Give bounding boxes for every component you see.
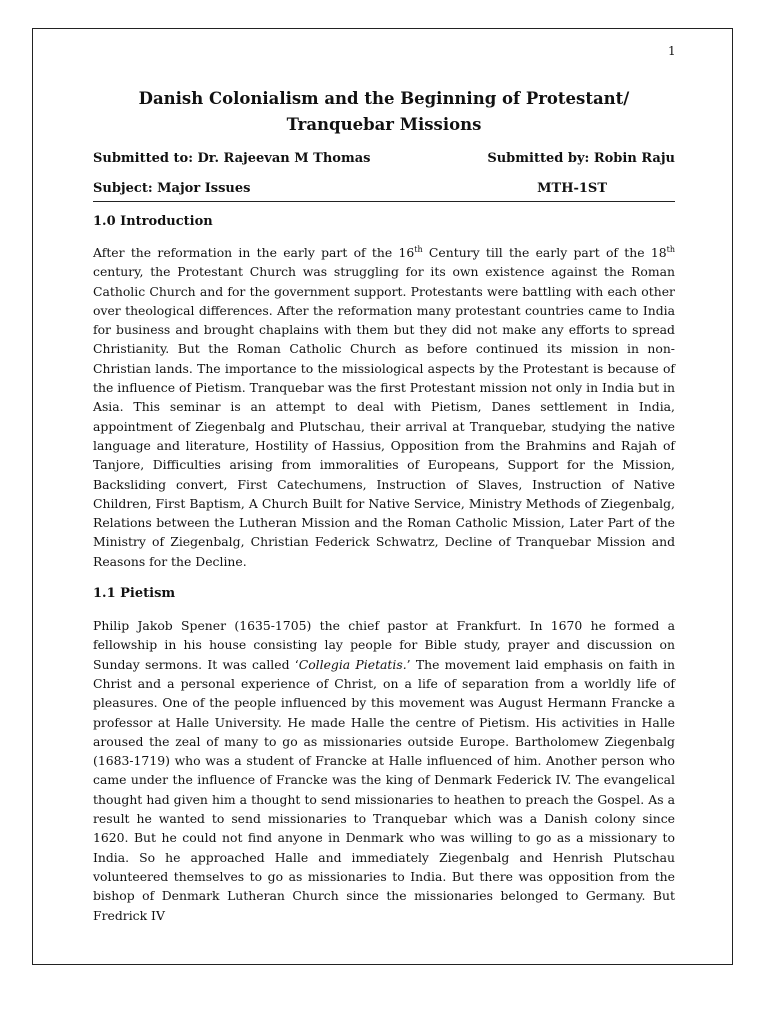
document-title: Danish Colonialism and the Beginning of Protestant/ Tranquebar Missions (138, 89, 630, 134)
intro-superscript-2: th (666, 244, 676, 254)
page-number: 1 (668, 44, 676, 58)
pietism-italic-term: Collegia Pietatis. (298, 656, 407, 672)
pietism-paragraph (93, 616, 675, 925)
intro-text-2: Century till the early part of the 18 (422, 245, 667, 260)
document-body (93, 86, 675, 925)
intro-text-3: century, the Protestant Church was struggling for its own existence against the Roman Catholic Church and for the government support. Protestants were battling with each other over theological differences. After the reformation many protestant countries came to India for business and brought chaplains with them but they did not make any efforts to spread Christianity. But the Roman Catholic Church as before continued its mission in non-Christian lands. The importance to the missiological aspects by the Protestant is because of the influence of Pietism. Tranquebar was the first Protestant mission not only in India but in Asia. This seminar is an attempt to deal with Pietism, Danes settlement in India, appointment of Ziegenbalg and Plutschau, their arrival at Tranquebar, studying the native language and literature, Hostility of Hassius, Opposition from the Brahmins and Rajah of Tanjore, Difficulties arising from immoralities of Europeans, Support for the Mission, Backsliding convert, First Catechumens, Instruction of Slaves, Instruction of Native Children, First Baptism, A Church Built for Native Service, Ministry Methods of Ziegenbalg, Relations between the Lutheran Mission and the Roman Catholic Mission, Later Part of the Ministry of Ziegenbalg, Christian Federick Schwatrz, Decline of Tranquebar Mission and Reasons for the Decline. (93, 264, 675, 569)
subject: Subject: Major Issues (93, 181, 251, 196)
pietism-heading: 1.1 Pietism (93, 586, 176, 602)
intro-text-1: After the reformation in the early part of the 16 (93, 245, 415, 260)
submitted-by: Submitted by: Robin Raju (487, 151, 675, 166)
submission-row (93, 150, 675, 168)
intro-superscript-1: th (414, 244, 423, 254)
introduction-heading: 1.0 Introduction (93, 214, 213, 229)
introduction-paragraph (93, 243, 675, 571)
subject-row (93, 180, 675, 202)
pietism-text-2: ’ The movement laid emphasis on faith in Christ and a personal experience of Christ, on a life of separation from a worldly life of pleasures. One of the people influenced by this movement was August Hermann Francke a professor at Halle University. He made Halle the centre of Pietism. His activities in Halle aroused the zeal of many to go as missionaries outside Europe. Bartholomew Ziegenbalg (1683-1719) who was a student of Francke at Halle influenced of him. Another person who came under the influence of Francke was the king of Denmark Federick IV. The evangelical thought had given him a thought to send missionaries to heathen to preach the Gospel. As a result he wanted to send missionaries to Tranquebar which was a Danish colony since 1620. But he could not find anyone in Denmark who was willing to go as a missionary to India. So he approached Halle and immediately Ziegenbalg and Henrish Plutschau volunteered themselves to go as missionaries to India. But there was opposition from the bishop of Denmark Lutheran Church since the missionaries belonged to Germany. But Fredrick IV (93, 656, 675, 923)
course-code: MTH-1ST (537, 181, 607, 196)
pietism-text-1: Philip Jakob Spener (1635-1705) the chief pastor at Frankfurt. In 1670 he formed a fellowship in his house consisting lay people for Bible study, prayer and discussion on Sunday sermons. It was called ‘ (93, 618, 675, 672)
submitted-to: Submitted to: Dr. Rajeevan M Thomas (93, 151, 371, 166)
